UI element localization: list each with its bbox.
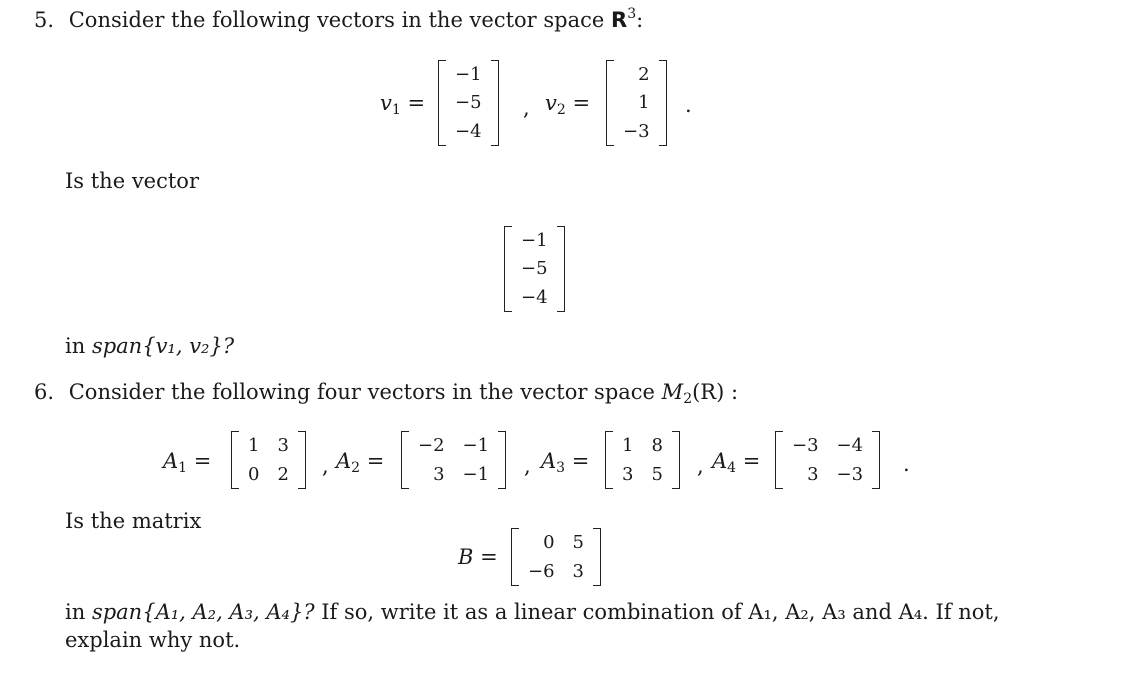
matrix-a3 bbox=[605, 431, 680, 489]
problem-number: 6. bbox=[34, 380, 55, 404]
right-bracket bbox=[593, 528, 601, 586]
matrix-cells bbox=[409, 431, 498, 489]
v2-label: $v_2$ = bbox=[545, 91, 591, 118]
real-symbol: R bbox=[611, 8, 628, 32]
left-bracket bbox=[504, 226, 512, 312]
left-bracket bbox=[605, 431, 613, 489]
cell: 3 bbox=[807, 463, 819, 485]
colon: : bbox=[636, 8, 644, 32]
cell: −5 bbox=[521, 258, 548, 280]
problem-number: 5. bbox=[34, 8, 55, 32]
matrix-cells bbox=[613, 431, 672, 489]
left-bracket bbox=[401, 431, 409, 489]
vector-cells bbox=[614, 60, 659, 146]
comma: , bbox=[524, 454, 531, 478]
period: . bbox=[685, 93, 692, 117]
comma: , bbox=[523, 96, 530, 120]
cell: −4 bbox=[836, 434, 864, 456]
cell: 3 bbox=[622, 463, 634, 485]
cell: 5 bbox=[651, 463, 663, 485]
cell: 3 bbox=[572, 560, 584, 582]
cell: 1 bbox=[248, 434, 260, 456]
target-vector bbox=[504, 226, 565, 312]
left-bracket bbox=[606, 60, 614, 146]
v1-label: $v_1$ = bbox=[380, 91, 426, 118]
right-bracket bbox=[659, 60, 667, 146]
cell: 2 bbox=[638, 63, 650, 85]
a3-label: $A_3$ = bbox=[541, 449, 590, 476]
right-bracket bbox=[491, 60, 499, 146]
matrix-cells bbox=[783, 431, 872, 489]
cell: −1 bbox=[462, 463, 490, 485]
v1-letter: v bbox=[380, 91, 392, 115]
left-bracket bbox=[231, 431, 239, 489]
instruction-line-1: If so, write it as a linear combination of A₁, A₂, A₃ and A₄. If not, bbox=[321, 600, 1000, 624]
b-label: B = bbox=[458, 545, 498, 569]
matrix-a4 bbox=[775, 431, 880, 489]
v2-letter: v bbox=[545, 91, 557, 115]
space-exponent: 3 bbox=[627, 6, 637, 22]
cell: −3 bbox=[792, 434, 819, 456]
vector-v1 bbox=[438, 60, 499, 146]
right-bracket bbox=[498, 431, 506, 489]
instruction-line-2: explain why not. bbox=[65, 628, 241, 652]
matrix-space-subscript: 2 bbox=[683, 391, 693, 407]
vector-v2 bbox=[606, 60, 667, 146]
v1-subscript: 1 bbox=[391, 102, 401, 118]
cell: 0 bbox=[248, 463, 260, 485]
cell: 1 bbox=[622, 434, 634, 456]
left-bracket bbox=[438, 60, 446, 146]
matrix-space-letter: M bbox=[661, 380, 684, 404]
a4-label: $A_4$ = bbox=[712, 449, 761, 476]
right-bracket bbox=[672, 431, 680, 489]
problem-intro: Consider the following four vectors in the vector space bbox=[68, 380, 655, 404]
cell: −1 bbox=[521, 229, 548, 251]
right-bracket bbox=[557, 226, 565, 312]
span-word: span bbox=[91, 600, 143, 624]
matrix-b bbox=[511, 528, 601, 586]
matrix-a2 bbox=[401, 431, 506, 489]
vector-cells bbox=[512, 226, 557, 312]
cell: 5 bbox=[572, 531, 584, 553]
matrix-space-field: (R) : bbox=[692, 380, 739, 404]
cell: 3 bbox=[433, 463, 445, 485]
right-bracket bbox=[298, 431, 306, 489]
cell: −4 bbox=[521, 287, 548, 309]
cell: −2 bbox=[418, 434, 445, 456]
cell: 3 bbox=[277, 434, 289, 456]
q6-question-start: Is the matrix bbox=[65, 509, 202, 533]
period: . bbox=[903, 452, 910, 476]
in-word: in bbox=[65, 600, 86, 624]
span-set: {v₁, v₂}? bbox=[142, 334, 235, 358]
b-letter: B bbox=[458, 545, 474, 569]
cell: −6 bbox=[528, 560, 555, 582]
problem-5-heading bbox=[34, 6, 643, 32]
v2-subscript: 2 bbox=[556, 102, 566, 118]
cell: −4 bbox=[455, 121, 482, 143]
problem-6-heading bbox=[34, 380, 738, 407]
matrix-cells bbox=[519, 528, 593, 586]
a1-label: $A_1$ = bbox=[163, 449, 212, 476]
q5-question-start: Is the vector bbox=[65, 169, 199, 193]
cell: −3 bbox=[836, 463, 864, 485]
comma: , bbox=[697, 454, 704, 478]
cell: −1 bbox=[455, 63, 482, 85]
in-word: in bbox=[65, 334, 86, 358]
cell: 8 bbox=[651, 434, 663, 456]
q5-span-question bbox=[65, 334, 234, 358]
matrix-cells bbox=[239, 431, 298, 489]
matrix-a1 bbox=[231, 431, 306, 489]
q6-span-question bbox=[65, 600, 1000, 624]
cell: −5 bbox=[455, 92, 482, 114]
left-bracket bbox=[511, 528, 519, 586]
cell: 0 bbox=[543, 531, 555, 553]
a2-label: $A_2$ = bbox=[336, 449, 385, 476]
cell: 2 bbox=[277, 463, 289, 485]
span-set: {A₁, A₂, A₃, A₄}? bbox=[142, 600, 315, 624]
right-bracket bbox=[872, 431, 880, 489]
vector-cells bbox=[446, 60, 491, 146]
problem-intro: Consider the following vectors in the vector space bbox=[68, 8, 605, 32]
span-word: span bbox=[91, 334, 143, 358]
cell: −3 bbox=[623, 121, 650, 143]
cell: 1 bbox=[638, 92, 650, 114]
cell: −1 bbox=[462, 434, 490, 456]
comma: , bbox=[322, 454, 329, 478]
left-bracket bbox=[775, 431, 783, 489]
